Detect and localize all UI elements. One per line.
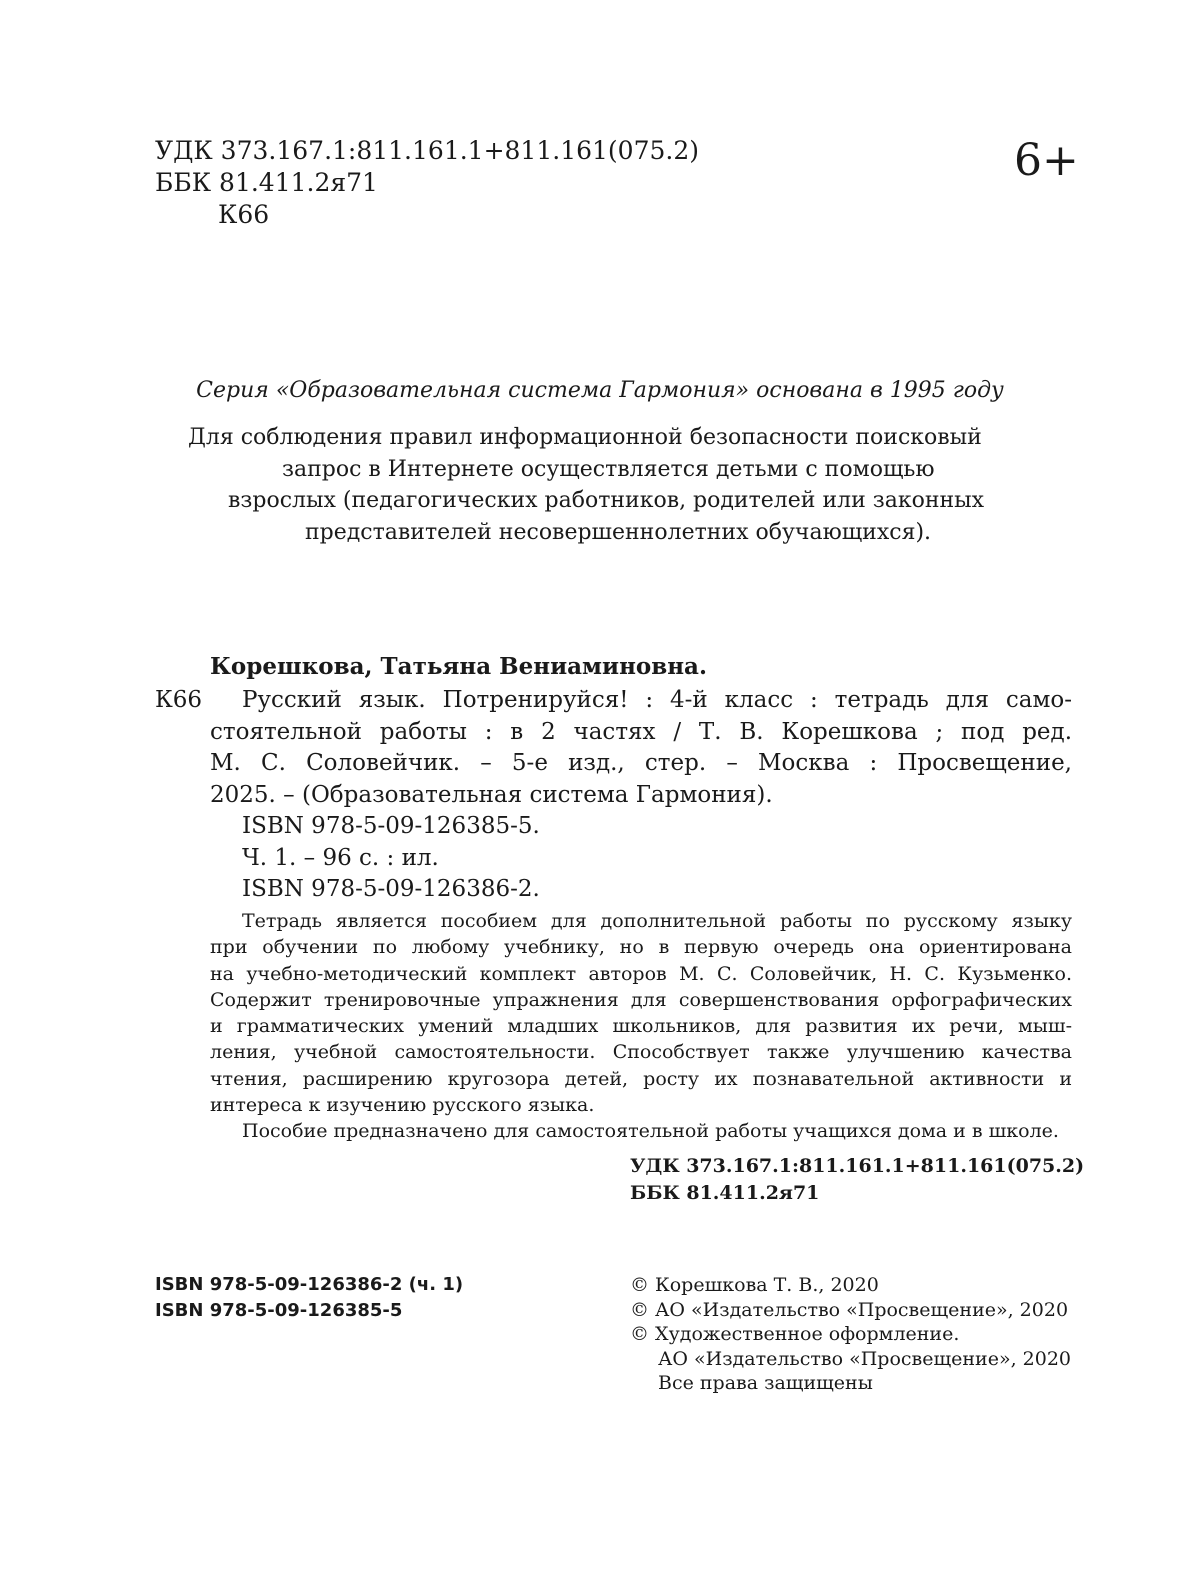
- bbk-header: ББК 81.411.2я71: [155, 168, 378, 197]
- safety-notice-line-4: представителей несовершеннолетних обучающихся).: [305, 520, 932, 545]
- safety-notice-line-3: взрослых (педагогических работников, родителей или законных: [228, 488, 985, 513]
- catalog-description: [210, 685, 1072, 906]
- annotation-line-2: при обучении по любому учебнику, но в первую очередь она ориентирована: [210, 936, 1072, 959]
- isbn-footer-part: ISBN 978-5-09-126386-2 (ч. 1): [155, 1274, 464, 1295]
- annotation-line-5: и грамматических умений младших школьников, для развития их речи, мыш-: [210, 1015, 1072, 1038]
- copyright-design: © Художественное оформление.: [630, 1323, 960, 1345]
- description-line-4: 2025. – (Образовательная система Гармония).: [210, 781, 773, 808]
- isbn-series: ISBN 978-5-09-126385-5.: [242, 813, 540, 839]
- age-rating: 6+: [1014, 135, 1079, 186]
- copyright-design-publisher: АО «Издательство «Просвещение», 2020: [658, 1347, 1071, 1370]
- purpose-note: Пособие предназначено для самостоятельной работы учащихся дома и в школе.: [242, 1120, 1059, 1143]
- rights-reserved: Все права защищены: [658, 1372, 873, 1394]
- annotation-line-6: ления, учебной самостоятельности. Способствует также улучшению качества: [210, 1041, 1072, 1064]
- isbn-footer-series: ISBN 978-5-09-126385-5: [155, 1300, 403, 1321]
- catalog-udk: УДК 373.167.1:811.161.1+811.161(075.2): [630, 1155, 1085, 1177]
- copyright-block: [630, 1273, 1071, 1396]
- annotation: [210, 908, 1072, 1145]
- catalog-author: Корешкова, Татьяна Вениаминовна.: [210, 653, 707, 680]
- copyright-publisher: © АО «Издательство «Просвещение», 2020: [630, 1298, 1069, 1321]
- annotation-line-7: чтения, расширению кругозора детей, росту их познавательной активности и: [210, 1067, 1072, 1090]
- description-line-1: Русский язык. Потренируйся! : 4-й класс : тетрадь для само-: [242, 687, 1072, 713]
- safety-notice-line-1: Для соблюдения правил информационной безопасности поисковый: [188, 425, 982, 450]
- annotation-line-1: Тетрадь является пособием для дополнительной работы по русскому языку: [242, 910, 1072, 932]
- description-line-2: стоятельной работы : в 2 частях / Т. В. Корешкова ; под ред.: [210, 718, 1072, 745]
- catalog-code: К66: [155, 687, 203, 713]
- udk-header: УДК 373.167.1:811.161.1+811.161(075.2): [155, 136, 699, 165]
- annotation-line-8: интереса к изучению русского языка.: [210, 1094, 595, 1117]
- copyright-author: © Корешкова Т. В., 2020: [630, 1274, 879, 1296]
- catalog-classification: [630, 1153, 1084, 1207]
- part-info: Ч. 1. – 96 с. : ил.: [242, 844, 439, 871]
- isbn-part: ISBN 978-5-09-126386-2.: [242, 876, 540, 902]
- annotation-line-3: на учебно-методический комплект авторов М. С. Соловейчик, Н. С. Кузьменко.: [210, 962, 1072, 985]
- description-line-3: М. С. Соловейчик. – 5-е изд., стер. – Москва : Просвещение,: [210, 750, 1072, 776]
- isbn-footer: [155, 1272, 463, 1324]
- catalog-bbk: ББК 81.411.2я71: [630, 1182, 820, 1204]
- annotation-line-4: Содержит тренировочные упражнения для совершенствования орфографических: [210, 988, 1072, 1011]
- author-sign-header: К66: [218, 200, 270, 229]
- safety-notice-line-2: запрос в Интернете осуществляется детьми с помощью: [282, 457, 935, 482]
- series-note: Серия «Образовательная система Гармония» основана в 1995 году: [196, 378, 1004, 403]
